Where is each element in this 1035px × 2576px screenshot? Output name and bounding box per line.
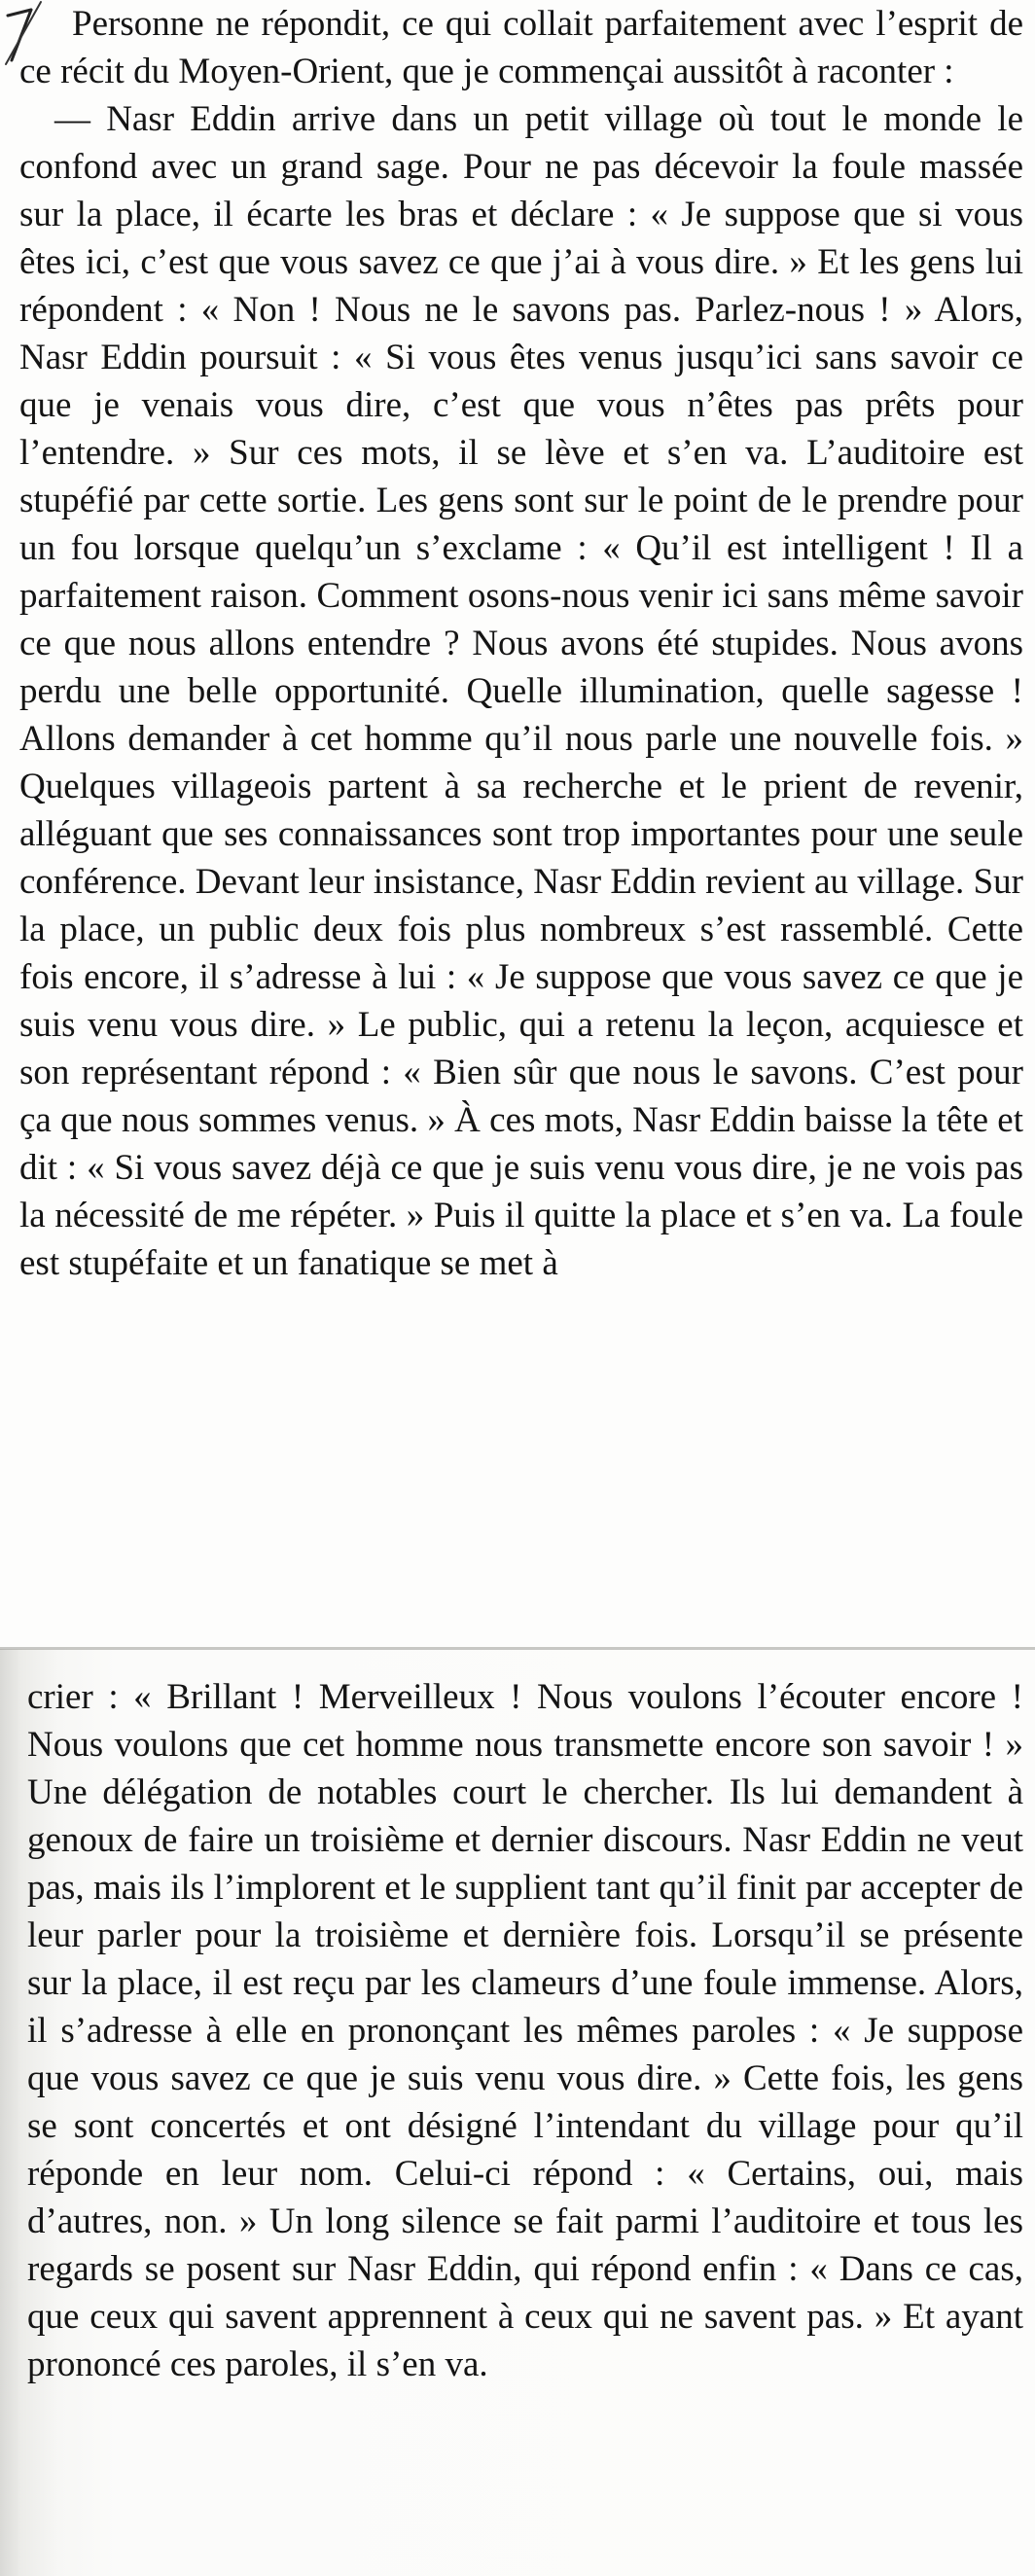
story-paragraph-part-1: — Nasr Eddin arrive dans un petit village où tout le monde le confond avec un grand sage. Pour ne pas décevoir la foule massée sur la place, il écarte les bras et déclare : « Je suppose que si vous êtes ici, c’est que vous savez ce que j’ai à vous dire. » Et les gens lui répondent : « Non ! Nous ne le savons pas. Parlez-nous ! » Alors, Nasr Eddin poursuit : « Si vous êtes venus jusqu’ici sans savoir ce que je venais vous dire, c’est que vous n’êtes pas prêts pour l’entendre. » Sur ces mots, il se lève et s’en va. L’auditoire est stupéfié par cette sortie. Les gens sont sur le point de le prendre pour un fou lorsque quelqu’un s’exclame : « Qu’il est intelligent ! Il a parfaitement raison. Comment osons-nous venir ici sans même savoir ce que nous allons entendre ? Nous avons été stupides. Nous avons perdu une belle opportunité. Quelle illumination, quelle sagesse ! Allons demander à cet homme qu’il nous parle une nouvelle fois. » Quelques villageois partent à sa recherche et le prient de revenir, alléguant que ses connaissances sont trop importantes pour une seule conférence. Devant leur insistance, Nasr Eddin revient au village. Sur la place, un public deux fois plus nombreux s’est rassemblé. Cette fois encore, il s’adresse à lui : « Je suppose que vous savez ce que je suis venu vous dire. » Le public, qui a retenu la leçon, acquiesce et son représentant répond : « Bien sûr que nous le savons. C’est pour ça que nous sommes venus. » À ces mots, Nasr Eddin baisse la tête et dit : « Si vous savez déjà ce que je suis venu vous dire, je ne vois pas la nécessité de me répéter. » Puis il quitte la place et s’en va. La foule est stupéfaite et un fanatique se met à (19, 99, 1023, 1283)
text-column-lower (27, 1673, 1023, 2388)
story-paragraph-part-2: crier : « Brillant ! Merveilleux ! Nous voulons l’écouter encore ! Nous voulons que cet homme nous transmette encore son savoir ! » Une délégation de notables court le chercher. Ils lui demandent à genoux de faire un troisième et dernier discours. Nasr Eddin ne veut pas, mais ils l’implorent et le supplient tant qu’il finit par accepter de leur parler pour la troisième et dernière fois. Lorsqu’il se présente sur la place, il est reçu par les clameurs d’une foule immense. Alors, il s’adresse à elle en prononçant les mêmes paroles : « Je suppose que vous savez ce que je suis venu vous dire. » Cette fois, les gens se sont concertés et ont désigné l’intendant du village pour qu’il réponde en leur nom. Celui-ci répond : « Certains, oui, mais d’autres, non. » Un long silence se fait parmi l’auditoire et tous les regards se posent sur Nasr Eddin, qui répond enfin : « Dans ce cas, que ceux qui savent apprennent à ceux qui ne savent pas. » Et ayant prononcé ces paroles, il s’en va. (27, 1677, 1023, 2384)
scan-seam-divider (0, 1647, 1035, 1650)
text-column-upper (19, 0, 1023, 1287)
intro-paragraph: Personne ne répondit, ce qui collait parfaitement avec l’esprit de ce récit du Moyen-Orient, que je commençai aussitôt à raconter : (19, 4, 1023, 91)
